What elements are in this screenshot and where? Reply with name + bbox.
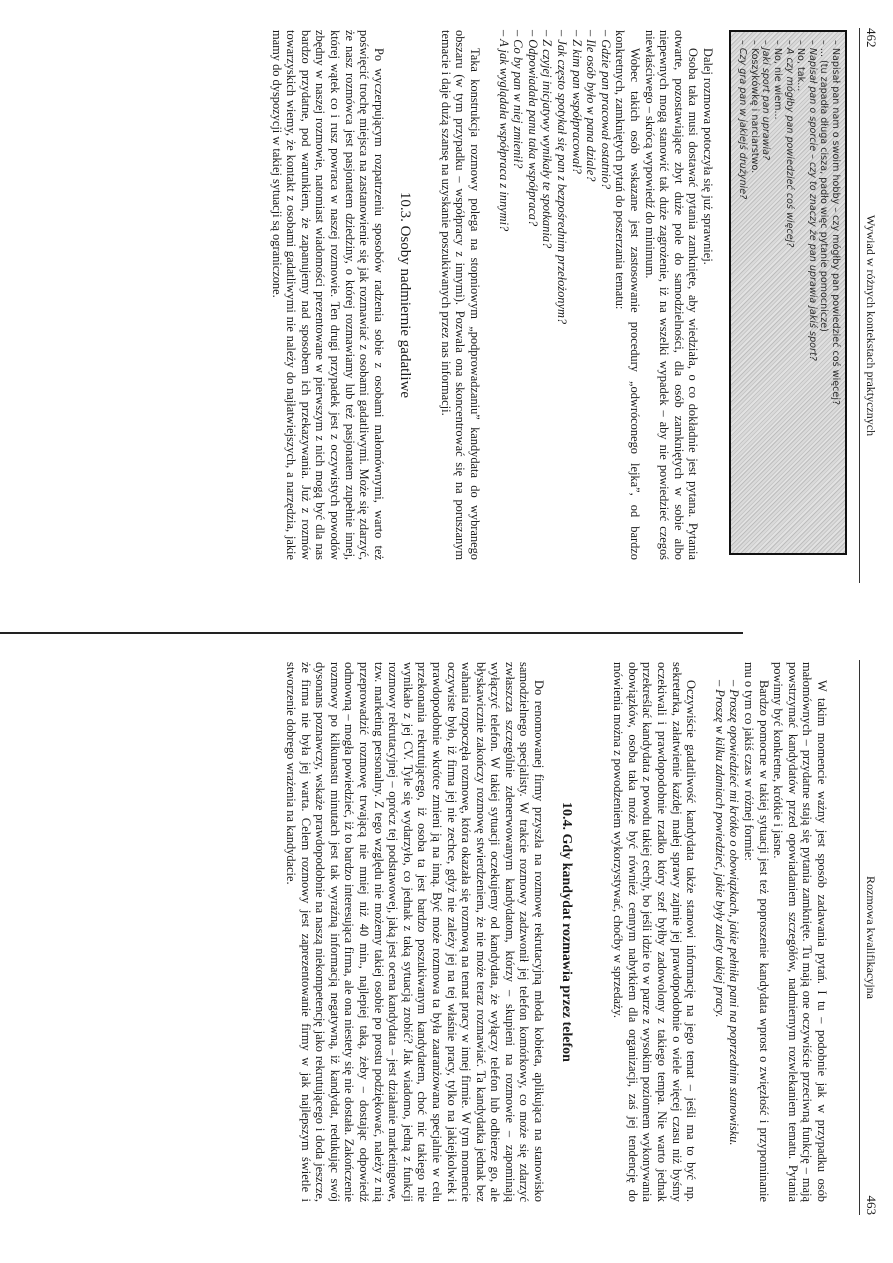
paragraph: W takim momencie ważny jest sposób zadawania pytań. I tu – podobnie jak w przypadku osób małomównych – przydatne stają się pytania zamknięte. Tu mają one oczywiście przeciwną funkcję – mają powstrzymać kandydatów przed opowiadaniem szczegółów, nadmiernym rozwlekaniem tematu. Pytania powinny być konkretne, krótkie i jasne.: [771, 662, 829, 1202]
dialogue-line: – ... (tu zapadła długa cisza, padło więc pytanie pomocnicze): [818, 40, 830, 332]
paragraph: Dalej rozmowa potoczyła się już sprawniej.: [701, 48, 715, 265]
paragraph: Bardzo pomocne w takiej sytuacji jest też poproszenie kandydata wprost o zwięzłość i przypominanie mu o tym co jakiś czas w różnej formie:: [742, 662, 771, 1202]
running-head-title: Wywiad w różnych kontekstach praktycznych: [864, 214, 878, 437]
dialogue-line: – No, tak...: [795, 40, 807, 92]
paragraph: Taka konstrukcja rozmowy polega na stopniowym „podprowadzaniu” kandydata do wybranego obszaru (w tym przypadku – współpracy z innymi). Pozwala ona skoncentrować się na poruszanym temacie i daje dużą szansę na uzyskanie poszukiwanych przez nas informacji.: [438, 30, 483, 560]
paragraph: Oczywiście gadatliwość kandydata także stanowi informację na jego temat – jeśli ma to być np. sekretarka, załatwienie każdej małej sprawy zajmie jej prawdopodobnie o wiele więcej czasu niż byśmy oczekiwali i prawdopodobnie rzadko który szef byłby zadowolony z takiego tempa. Nie warto jednak przekreślać kandydata z powodu takiej cechy, bo jeśli idzie to w parze z wysokim poziomem wykonywania obowiązków, osoba taka może być również cennym nabytkiem dla organizacji, zaś jej tendencję do mówienia można z powodzeniem wykorzystywać, choćby w sprzedaży.: [611, 662, 699, 1202]
question-item: – Ile osób było w pana dziale?: [584, 30, 599, 182]
body-text-right: [283, 662, 829, 1202]
page-edge-line: [0, 632, 743, 634]
quote: – Proszę opowiedzieć mi krótko o obowiązkach, jakie pełniła pani na poprzednim stanowisku.: [727, 680, 742, 1146]
question-item: – A jak wyglądała współpraca z innymi?: [496, 30, 511, 232]
page-462: [0, 0, 893, 630]
dialogue-line: – Napisał pan nam o swoim hobby – czy mógłby pan powiedzieć coś więcej?: [830, 40, 841, 406]
question-item: – Jak często spotykał się pan z bezpośrednim przełożonym?: [555, 30, 570, 325]
question-item: – Gdzie pan pracował ostatnio?: [598, 30, 613, 190]
paragraph: Po wyczerpującym rozpatrzeniu sposobów radzenia sobie z osobami małomównymi, warto też poświęcić trochę miejsca na zastanowienie się jak rozmawiać z osobami gadatliwymi. Może się zdarzyć, że nasz rozmówca jest pasjonatem dziedziny, o której rozmawiamy lub też pasjonatem zupełnie innej, której wątek co i rusz powraca w naszej rozmowie. Ten drugi przypadek jest z oczywistych powodów zbędny w naszej rozmowie, natomiast wiadomości prezentowane w pierwszym z nich mogą być dla nas bardzo przydatne, pod warunkiem, że zapanujemy nad sposobem ich przekazywania. Już z rozmów towarzyskich wiemy, że kontakt z osobami gadatliwymi nie należy do najłatwiejszych, a narzędzia, jakie mamy do dyspozycji w takiej sytuacji są ograniczone.: [269, 30, 386, 560]
question-item: – Z czyjej inicjatywy wynikały te spotkania?: [540, 30, 555, 249]
dialogue-line: – Czy gra pan w jakiejś drużynie?: [737, 40, 749, 200]
dialogue-line: – Koszykówkę i narciarstwo.: [748, 40, 760, 174]
quote: – Proszę w kilku zdaniach powiedzieć, jakie były zalety takiej pracy.: [712, 680, 727, 1018]
question-item: – Odpowiadała panu taka współpraca?: [525, 30, 540, 227]
paragraph: Do renomowanej firmy przyszła na rozmowę rekrutacyjną młoda kobieta, aplikująca na stanowisko samodzielnego specjalisty. W trakcie rozmowy zadzwonił jej telefon komórkowy, co może się zdarzyć zwłaszcza szczególnie zdenerwowanym kandydatom, którzy – skupieni na rozmowie – zapominają wyłączyć telefon. W takiej sytuacji oczekujemy od kandydata, że wyłączy telefon lub odbierze go, ale błyskawicznie zakończy rozmowę stwierdzeniem, że nie może teraz rozmawiać. Ta kandydatka jednak bez wahania rozpoczęła rozmowę, która okazała się rozmową na temat pracy w innej firmie. W tym momencie oczywiste było, iż firma jej nie zechce, gdyż nie zależy jej na tej właśnie pracy, tylko na jakiejkolwiek i prawdopodobnie wkrótce zmieni ją na inną. Być może rozmowa ta była zaaranżowana specjalnie w celu przekonania rekrutującego, iż osoba ta jest bardzo poszukiwanym kandydatem, choć nic takiego nie wynikało z jej CV. Tyle się wydarzyło, co jednak z taką sytuacją zrobić? Jak wiadomo, jedną z funkcji rozmowy rekrutacyjnej – oprócz tej podstawowej, jaką jest ocena kandydata – jest działanie marketingowe, tzw. marketing personalny. Z tego względu nie możemy takiej osobie po prostu podziękować, należy z nią przeprowadzić rozmowę trwającą nie mniej niż 40 min., najlepiej taką, żeby – dostając odpowiedź odmowną – mogła powiedzieć, iż to bardzo interesująca firma, ale ona niestety się nie dostała. Zakończenie rozmowy po kilkunastu minutach jest tak wyraźną informacją negatywną, iż kandydat, redukując swój dysonans poznawczy, wskaże prawdopodobnie na naszą niekompetencję jako rekrutującego i doda jeszcze, że firma nie była jej warta. Celem rozmowy jest zaprezentowanie firmy w jak najlepszym świetle i stworzenie dobrego wrażenia na kandydacie.: [284, 662, 547, 1202]
page-number: 463: [864, 1195, 879, 1215]
body-text-left: [269, 30, 715, 560]
question-item: – Co by pan w niej zmienił?: [511, 30, 526, 169]
page-463: [0, 640, 893, 1263]
dialogue-line: – Napisał pan o sporcie – czy to znaczy że pan uprawia jakiś sport?: [806, 40, 818, 361]
question-item: – Z kim pan współpracował?: [569, 30, 584, 174]
dialogue-line: – A czy mógłby pan powiedzieć coś więcej?: [783, 40, 795, 248]
section-heading: 10.3. Osoby nadmiernie gadatliwe: [397, 191, 414, 399]
dialogue-line: – Jaki sport pan uprawia?: [760, 40, 772, 161]
paragraph: Osoba taka musi dostawać pytania zamknięte, aby wiedziała, o co dokładnie jest pytana. Pytania otwarte, pozostawiające zbyt duże pole do samodzielności, dla osób zamkniętych w sobie albo niepewnych mogą stanowić tak duże zagrożenie, iż na wszelki wypadek – aby nie powiedzieć czegoś niewłaściwego – skrócą wypowiedź do minimum.: [642, 30, 701, 560]
dialogue-box: [729, 30, 847, 555]
header-rule: [859, 660, 860, 1215]
dialogue-line: – No, nie wiem...: [772, 40, 784, 120]
page-number: 462: [864, 28, 879, 48]
running-head-title: Rozmowa kwalifikacyjna: [864, 876, 878, 999]
running-head-right: [863, 660, 885, 1215]
section-heading: 10.4. Gdy kandydat rozmawia przez telefon: [558, 802, 574, 1062]
header-rule: [859, 28, 860, 583]
running-head-left: [863, 28, 885, 583]
paragraph: Wobec takich osób wskazane jest zastosowanie procedury „odwróconego lejka”, od bardzo konkretnych, zamkniętych pytań do poszerzania tematu:: [613, 30, 643, 560]
